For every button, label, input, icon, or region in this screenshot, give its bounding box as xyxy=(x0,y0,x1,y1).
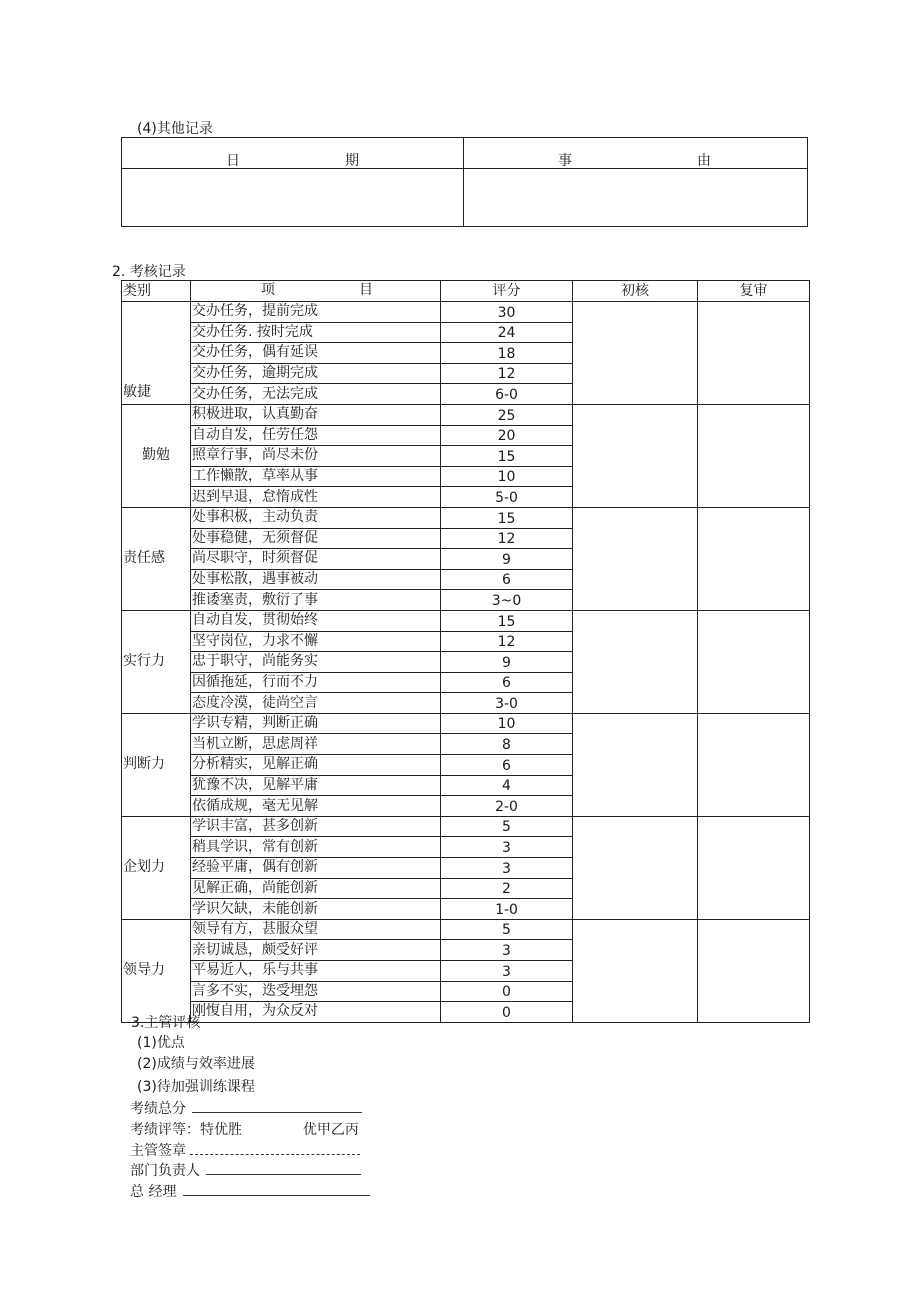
first-review-cell[interactable] xyxy=(573,302,698,405)
item-cell: 分析精实，见解正确 xyxy=(191,755,441,776)
item-cell: 亲切诚恳，颇受好评 xyxy=(191,940,441,961)
item-cell: 处事松散，遇事被动 xyxy=(191,569,441,590)
score-cell: 2-0 xyxy=(441,796,573,817)
score-cell: 5-0 xyxy=(441,487,573,508)
supervisor-sign-label: 主管签章 xyxy=(130,1143,186,1159)
score-cell: 9 xyxy=(441,652,573,673)
sign-row xyxy=(130,1140,360,1160)
other-records-heading: (4)其他记录 xyxy=(137,121,213,137)
score-cell: 3~0 xyxy=(441,590,573,611)
second-review-cell[interactable] xyxy=(698,507,810,610)
category-cell: 敏捷 xyxy=(122,302,191,405)
total-score-field[interactable] xyxy=(192,1100,362,1113)
first-review-cell[interactable] xyxy=(573,919,698,1022)
item-cell: 推诿塞责，敷衍了事 xyxy=(191,590,441,611)
other-records-table xyxy=(121,137,808,227)
item-cell: 交办任务，无法完成 xyxy=(191,384,441,405)
score-cell: 3-0 xyxy=(441,693,573,714)
item-cell: 依循成规，毫无见解 xyxy=(191,796,441,817)
item-cell: 工作懒散，草率从事 xyxy=(191,466,441,487)
first-review-cell[interactable] xyxy=(573,507,698,610)
first-review-cell[interactable] xyxy=(573,713,698,816)
evaluation-table xyxy=(121,280,810,1023)
score-cell: 3 xyxy=(441,940,573,961)
item-cell: 学识丰富，甚多创新 xyxy=(191,816,441,837)
score-cell: 5 xyxy=(441,919,573,940)
table-row xyxy=(122,919,810,940)
score-cell: 0 xyxy=(441,981,573,1002)
category-cell: 责任感 xyxy=(122,507,191,610)
dept-head-field[interactable] xyxy=(206,1162,361,1175)
score-cell: 12 xyxy=(441,528,573,549)
score-cell: 6 xyxy=(441,672,573,693)
first-review-cell[interactable] xyxy=(573,816,698,919)
matter-header-1: 事 xyxy=(558,153,572,169)
matter-header-2: 由 xyxy=(697,153,711,169)
table-row xyxy=(122,713,810,734)
score-cell: 15 xyxy=(441,610,573,631)
gm-row xyxy=(130,1181,370,1201)
supervisor-heading: 3.主管评核 xyxy=(131,1015,201,1031)
training-label: (3)待加强训练课程 xyxy=(137,1079,255,1095)
item-cell: 言多不实，迭受埋怨 xyxy=(191,981,441,1002)
score-cell: 30 xyxy=(441,302,573,323)
second-review-cell[interactable] xyxy=(698,610,810,713)
item-cell: 因循拖延，行而不力 xyxy=(191,672,441,693)
score-cell: 12 xyxy=(441,631,573,652)
score-cell: 24 xyxy=(441,322,573,343)
item-cell: 学识专精，判断正确 xyxy=(191,713,441,734)
category-header: 类别 xyxy=(122,281,191,302)
item-cell: 经验平庸，偶有创新 xyxy=(191,858,441,879)
category-cell: 企划力 xyxy=(122,816,191,919)
score-cell: 25 xyxy=(441,404,573,425)
score-cell: 1-0 xyxy=(441,899,573,920)
first-review-header: 初核 xyxy=(573,281,698,302)
table-row xyxy=(122,610,810,631)
item-cell: 照章行事，尚尽未份 xyxy=(191,446,441,467)
item-cell: 迟到早退，怠惰成性 xyxy=(191,487,441,508)
second-review-cell[interactable] xyxy=(698,302,810,405)
table-row xyxy=(122,507,810,528)
item-cell: 交办任务，提前完成 xyxy=(191,302,441,323)
table-row xyxy=(122,302,810,323)
merits-label: (1)优点 xyxy=(137,1035,185,1051)
item-header: 项 目 xyxy=(191,281,441,302)
score-cell: 6 xyxy=(441,755,573,776)
item-cell: 尚尽职守，时须督促 xyxy=(191,549,441,570)
date-header-1: 日 xyxy=(226,153,240,169)
table-header-row xyxy=(122,281,810,302)
item-cell: 处事稳健，无须督促 xyxy=(191,528,441,549)
score-cell: 10 xyxy=(441,466,573,487)
score-cell: 0 xyxy=(441,1002,573,1023)
score-cell: 12 xyxy=(441,363,573,384)
item-cell: 刚愎自用，为众反对 xyxy=(191,1002,441,1023)
item-cell: 交办任务. 按时完成 xyxy=(191,322,441,343)
item-cell: 处事积极，主动负责 xyxy=(191,507,441,528)
score-cell: 3 xyxy=(441,858,573,879)
item-cell: 忠于职守，尚能务实 xyxy=(191,652,441,673)
item-cell: 坚守岗位，力求不懈 xyxy=(191,631,441,652)
first-review-cell[interactable] xyxy=(573,404,698,507)
score-cell: 15 xyxy=(441,507,573,528)
first-review-cell[interactable] xyxy=(573,610,698,713)
score-cell: 6-0 xyxy=(441,384,573,405)
score-cell: 3 xyxy=(441,961,573,982)
item-cell: 平易近人，乐与共事 xyxy=(191,961,441,982)
score-cell: 9 xyxy=(441,549,573,570)
item-cell: 见解正确，尚能创新 xyxy=(191,878,441,899)
grade-label: 考绩评等：特优胜 xyxy=(130,1122,242,1138)
table-row xyxy=(122,404,810,425)
score-cell: 8 xyxy=(441,734,573,755)
item-cell: 态度冷漠，徒尚空言 xyxy=(191,693,441,714)
second-review-cell[interactable] xyxy=(698,816,810,919)
item-cell: 当机立断，思虑周祥 xyxy=(191,734,441,755)
item-cell: 自动自发，任劳任怨 xyxy=(191,425,441,446)
score-cell: 20 xyxy=(441,425,573,446)
score-cell: 18 xyxy=(441,343,573,364)
score-cell: 15 xyxy=(441,446,573,467)
grade-options[interactable]: 优甲乙丙 xyxy=(302,1122,359,1138)
score-cell: 10 xyxy=(441,713,573,734)
evaluation-heading: 2. 考核记录 xyxy=(112,264,186,280)
dept-head-row xyxy=(130,1160,361,1180)
category-cell: 领导力 xyxy=(122,919,191,1022)
item-cell: 学识欠缺，未能创新 xyxy=(191,899,441,920)
progress-label: (2)成绩与效率进展 xyxy=(137,1056,255,1072)
score-cell: 4 xyxy=(441,775,573,796)
category-cell: 勤勉 xyxy=(122,404,191,507)
item-cell: 犹豫不决，见解平庸 xyxy=(191,775,441,796)
second-review-header: 复审 xyxy=(698,281,810,302)
item-cell: 自动自发，贯彻始终 xyxy=(191,610,441,631)
item-cell: 积极进取，认真勤奋 xyxy=(191,404,441,425)
supervisor-sign-field[interactable] xyxy=(190,1145,360,1155)
item-cell: 交办任务，偶有延误 xyxy=(191,343,441,364)
category-cell: 判断力 xyxy=(122,713,191,816)
category-cell: 实行力 xyxy=(122,610,191,713)
item-cell: 领导有方，甚服众望 xyxy=(191,919,441,940)
total-score-label: 考绩总分 xyxy=(130,1101,186,1117)
total-score-row xyxy=(130,1098,362,1118)
date-header-2: 期 xyxy=(345,153,359,169)
second-review-cell[interactable] xyxy=(698,713,810,816)
second-review-cell[interactable] xyxy=(698,404,810,507)
table-row xyxy=(122,816,810,837)
score-cell: 3 xyxy=(441,837,573,858)
score-cell: 2 xyxy=(441,878,573,899)
score-cell: 5 xyxy=(441,816,573,837)
grade-row xyxy=(130,1119,359,1139)
gm-field[interactable] xyxy=(183,1183,370,1196)
dept-head-label: 部门负责人 xyxy=(130,1163,200,1179)
gm-label: 总 经理 xyxy=(130,1184,177,1200)
item-cell: 交办任务，逾期完成 xyxy=(191,363,441,384)
item-cell: 稍具学识，常有创新 xyxy=(191,837,441,858)
score-cell: 6 xyxy=(441,569,573,590)
second-review-cell[interactable] xyxy=(698,919,810,1022)
score-header: 评分 xyxy=(441,281,573,302)
